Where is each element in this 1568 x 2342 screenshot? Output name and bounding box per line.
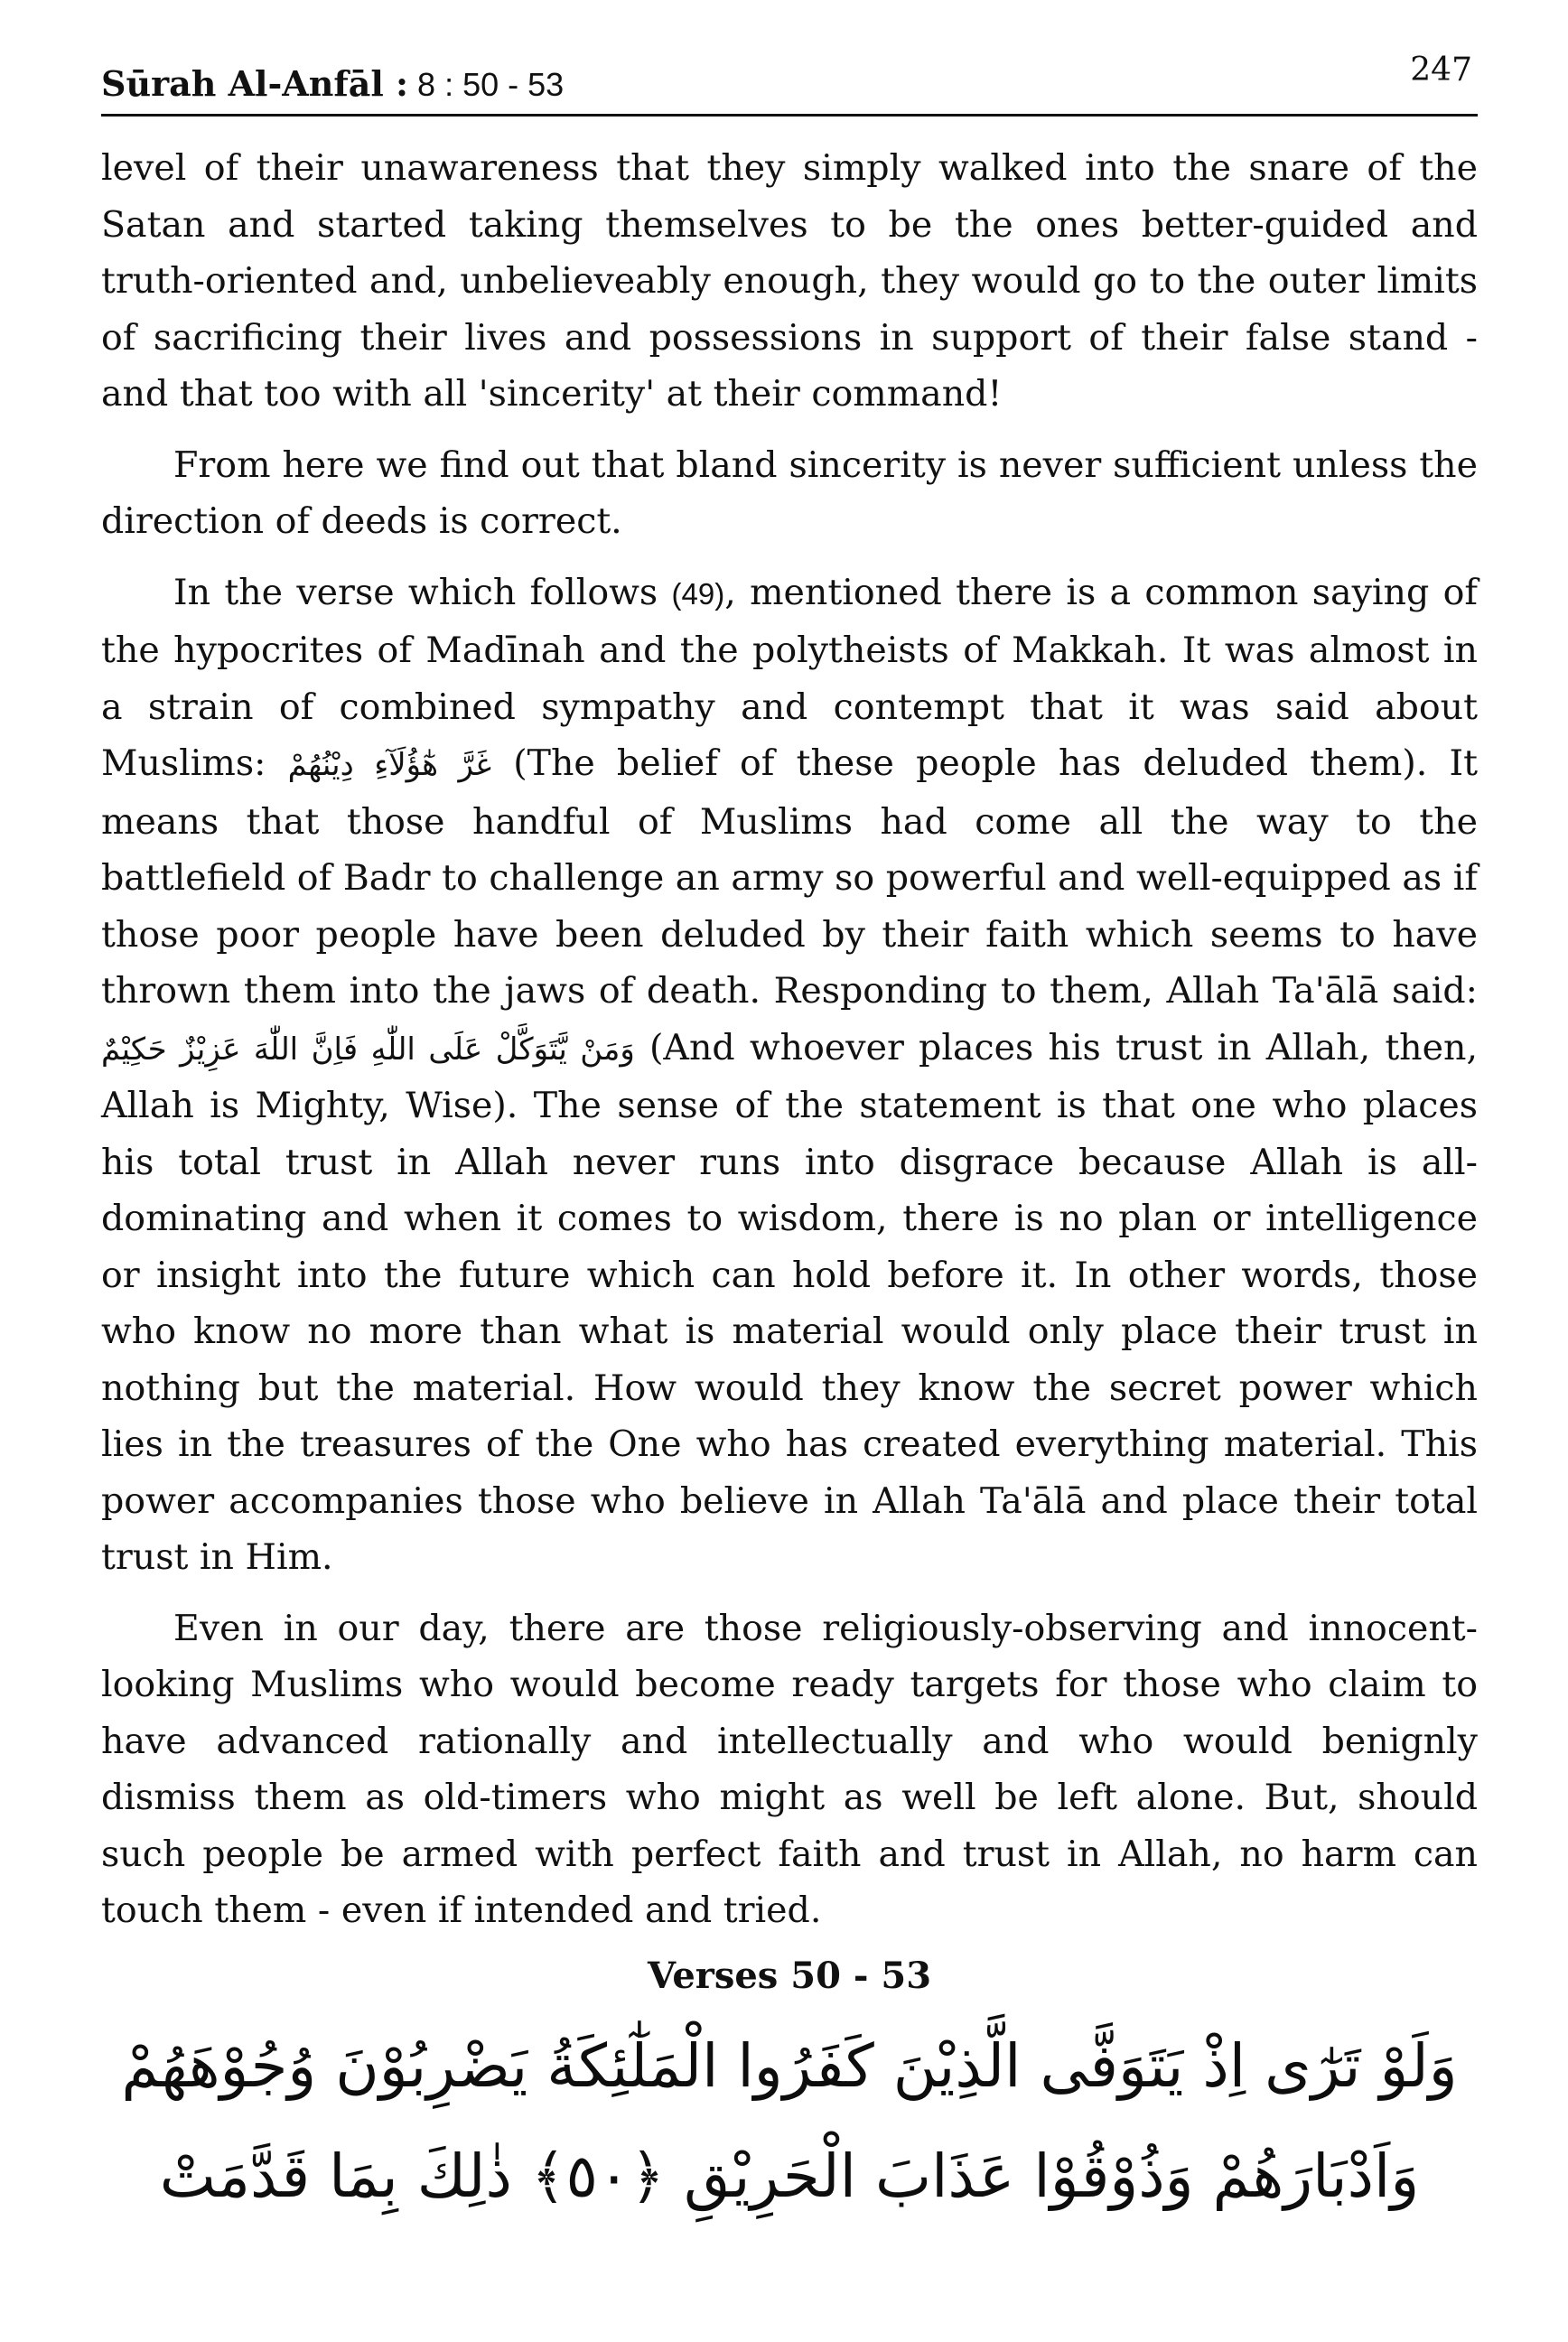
verse-range: 8 : 50 - 53 bbox=[408, 66, 565, 103]
paragraph-1: level of their unawareness that they simply walked into the snare of the Satan and started taking themselves to be the ones better-guided and truth-oriented and, unbelieveably enough, they would go to the outer limits of sacrificing their lives and possessions in support of their false stand - and that too with all 'sincerity' at their command! bbox=[101, 147, 1478, 415]
arabic-quote-deluded: غَرَّ هٰٓؤُلَآءِ دِيْنُهُمْ bbox=[287, 747, 492, 783]
page-number: 247 bbox=[1410, 51, 1472, 89]
surah-title: Sūrah Al-Anfāl : bbox=[101, 63, 409, 104]
commentary-body bbox=[101, 140, 1478, 1939]
paragraph-3-text-d: (And whoever places his trust in Allah, then, Allah is Mighty, Wise). The sense of the statement is that one who places his total trust in Allah never runs into disgrace because Allah is all-dominating and when it comes to wisdom, there is no plan or intelligence or insight into the future which can hold before it. In other words, those who know no more than what is material would only place their trust in nothing but the material. How would they know the secret power which lies in the treasures of the One who has created everything material. This power accompanies those who believe in Allah Ta'ālā and place their total trust in Him. bbox=[101, 1026, 1478, 1578]
paragraph-3 bbox=[101, 565, 1478, 1586]
header-title bbox=[101, 63, 564, 106]
paragraph-3-text-c: (The belief of these people has deluded them). It means that those handful of Muslims had come all the way to the battlefield of Badr to challenge an army so powerful and well-equipped as if those poor people have been deluded by their faith which seems to have thrown them into the jaws of death. Responding to them, Allah Ta'ālā said: bbox=[101, 742, 1478, 1012]
verse-reference-49: (49) bbox=[671, 576, 725, 611]
running-header bbox=[101, 43, 1478, 117]
paragraph-3-text-a: In the verse which follows bbox=[173, 571, 672, 613]
paragraph-4: Even in our day, there are those religiously-observing and innocent-looking Muslims who would become ready targets for those who claim to have advanced rationally and intellectually and who would benignly dismiss them as old-timers who might as well be left alone. But, should such people be armed with perfect faith and trust in Allah, no harm can touch them - even if intended and tried. bbox=[101, 1607, 1478, 1931]
paragraph-3-text-b: , mentioned there is a common saying of the hypocrites of Madīnah and the polytheists of Makkah. It was almost in a strain of combined sympathy and contempt that it was said about Muslims: bbox=[101, 571, 1478, 784]
paragraph-2: From here we find out that bland sincerity is never sufficient unless the direction of deeds is correct. bbox=[101, 443, 1478, 542]
arabic-verse-line-1: وَلَوْ تَرٰٓى اِذْ يَتَوَفَّى الَّذِيْنَ كَفَرُوا الْمَلٰٓئِكَةُ يَضْرِبُوْنَ وُجُوْهَهُمْ bbox=[121, 2030, 1458, 2101]
arabic-quote-trust-in-allah: وَمَنْ يَّتَوَكَّلْ عَلَى اللّٰهِ فَاِنَّ اللّٰهَ عَزِيْزٌ حَكِيْمٌ bbox=[101, 1031, 635, 1068]
arabic-verse-line-2: وَاَدْبَارَهُمْ وَذُوْقُوْا عَذَابَ الْحَرِيْقِ ﴿٥٠﴾ ذٰلِكَ بِمَا قَدَّمَتْ bbox=[159, 2141, 1420, 2211]
book-page bbox=[101, 43, 1478, 2301]
verses-heading: Verses 50 - 53 bbox=[647, 1954, 932, 1997]
